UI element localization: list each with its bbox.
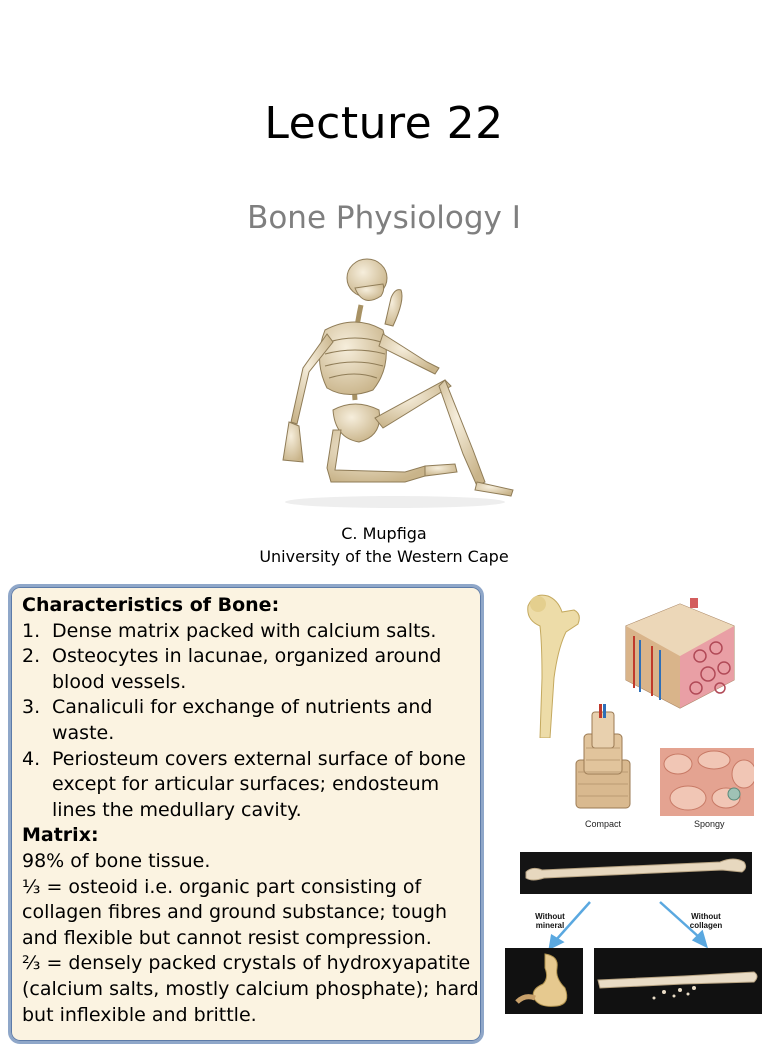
page-subtitle: Bone Physiology I bbox=[247, 200, 521, 236]
content-slide bbox=[0, 576, 768, 1024]
skeleton-illustration bbox=[255, 250, 520, 515]
list-item bbox=[22, 619, 482, 645]
list-number: 4. bbox=[22, 747, 41, 770]
list-text: Osteocytes in lacunae, organized around blood vessels. bbox=[52, 645, 442, 693]
characteristics-heading: Characteristics of Bone: bbox=[22, 594, 280, 616]
bent-bone-photo bbox=[505, 948, 583, 1014]
matrix-line: ⅔ = densely packed crystals of hydroxyapatite (calcium salts, mostly calcium phosphate); hard but inflexible and brittle. bbox=[22, 952, 479, 1026]
list-text: Canaliculi for exchange of nutrients and waste. bbox=[52, 696, 433, 744]
author-block bbox=[0, 522, 768, 568]
spongy-label: Spongy bbox=[694, 819, 725, 829]
arrows bbox=[540, 898, 720, 950]
osteon-illustration bbox=[572, 702, 634, 814]
list-item bbox=[22, 695, 482, 746]
without-mineral-label: Without mineral bbox=[535, 912, 565, 930]
brittle-bone-photo bbox=[594, 948, 762, 1014]
compact-label: Compact bbox=[585, 819, 622, 829]
characteristics-text bbox=[22, 593, 482, 1028]
author-name: C. Mupfiga bbox=[341, 524, 427, 543]
list-item bbox=[22, 747, 482, 824]
matrix-heading: Matrix: bbox=[22, 824, 99, 847]
page-title: Lecture 22 bbox=[264, 98, 504, 149]
matrix-line: 98% of bone tissue. bbox=[22, 849, 211, 872]
list-number: 1. bbox=[22, 619, 41, 642]
bone-tissue-block-illustration bbox=[620, 596, 740, 716]
spongy-bone-illustration bbox=[660, 748, 754, 816]
list-item bbox=[22, 644, 482, 695]
list-text: Dense matrix packed with calcium salts. bbox=[52, 619, 437, 642]
without-collagen-label: Without collagen bbox=[689, 912, 723, 930]
characteristics-list bbox=[22, 619, 482, 824]
list-number: 3. bbox=[22, 696, 41, 719]
long-bone-photo bbox=[520, 852, 752, 894]
list-text: Periosteum covers external surface of bone except for articular surfaces; endosteum lines the medullary cavity. bbox=[52, 747, 466, 821]
list-number: 2. bbox=[22, 645, 41, 668]
institution-name: University of the Western Cape bbox=[259, 547, 509, 566]
matrix-line: ⅓ = osteoid i.e. organic part consisting of collagen fibres and ground substance; tough and flexible but cannot resist compression. bbox=[22, 875, 448, 949]
